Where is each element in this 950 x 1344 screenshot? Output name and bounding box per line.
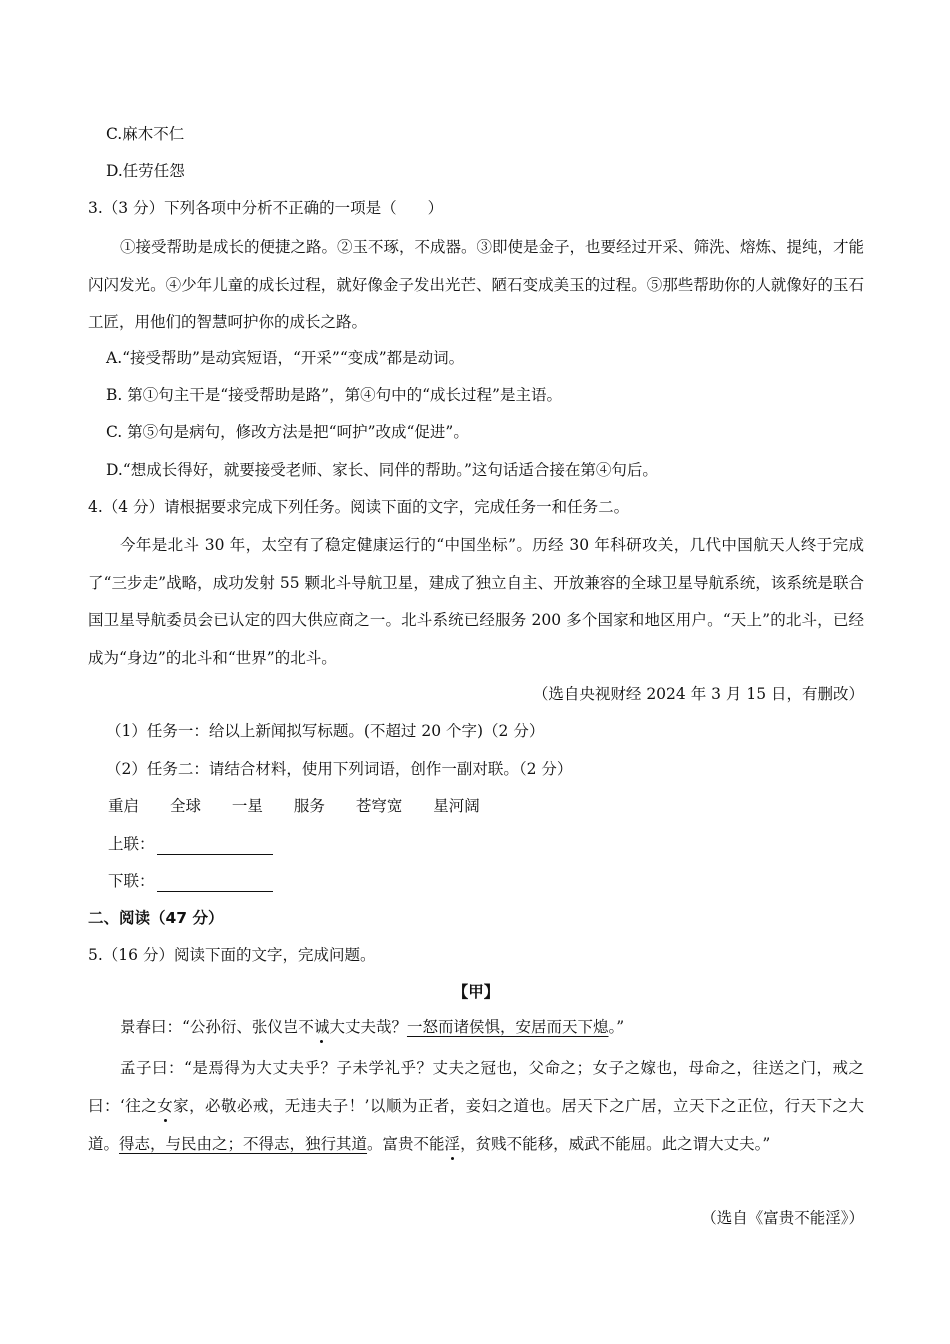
text-segment: 大丈夫哉？ [329, 1018, 407, 1036]
q4-word: 星河阔 [433, 797, 480, 815]
upper-couplet-blank[interactable] [157, 836, 273, 855]
passage-jia-source: （选自《富贵不能淫》） [701, 1209, 864, 1227]
text-segment: 景春曰：“公孙衍、张仪岂不 [120, 1018, 314, 1036]
q4-word: 服务 [293, 797, 325, 815]
q2-option-d: D.任劳任怨 [106, 162, 185, 180]
underlined-sentence: 得志，与民由之；不得志，独行其道 [119, 1135, 368, 1153]
upper-couplet-label: 上联： [108, 835, 155, 853]
text-segment: 。” [608, 1018, 625, 1036]
q4-task2: （2）任务二：请结合材料，使用下列词语，创作一副对联。（2 分） [106, 760, 573, 778]
q2-option-c: C.麻木不仁 [106, 125, 185, 143]
dotted-character: 诚 [313, 1018, 330, 1036]
lower-couplet-blank[interactable] [157, 873, 273, 892]
passage-jia-paragraph-2 [88, 1049, 864, 1163]
q3-option-b: B. 第①句主干是“接受帮助是路”，第④句中的“成长过程”是主语。 [106, 386, 562, 404]
text-segment: 家，必敬必戒，无违夫子！’以顺为正者，妾妇之道也。居天下之广居，立天下之正位，行天下之大道。 [88, 1097, 864, 1153]
q4-source: （选自央视财经 2024 年 3 月 15 日，有删改） [532, 685, 864, 703]
passage-jia-paragraph-1 [120, 1016, 624, 1038]
q3-option-c: C. 第⑤句是病句，修改方法是把“呵护”改成“促进”。 [106, 423, 469, 441]
text-segment: ，贫贱不能移，威武不能屈。此之谓大丈夫。” [460, 1135, 771, 1153]
q4-passage: 今年是北斗 30 年，太空有了稳定健康运行的“中国坐标”。历经 30 年科研攻关，几代中国航天人终于完成了“三步走”战略，成功发射 55 颗北斗导航卫星，建成了独立自主、开放兼容的全球卫星导航系统，该系统是联合国卫星导航委员会已认定的四大供应商之一。北斗系统已经服务 200 多个国家和地区用户。“天上”的北斗，已经成为“身边”的北斗和“世界”的北斗。 [88, 536, 864, 667]
lower-couplet-label: 下联： [108, 872, 155, 890]
q3-option-d: D.“想成长得好，就要接受老师、家长、同伴的帮助。”这句话适合接在第④句后。 [106, 461, 658, 479]
q3-passage: ①接受帮助是成长的便捷之路。②玉不琢，不成器。③即使是金子，也要经过开采、筛洗、熔炼、提纯，才能闪闪发光。④少年儿童的成长过程，就好像金子发出光芒、陋石变成美玉的过程。⑤那些帮助你的人就像好的玉石工匠，用他们的智慧呵护你的成长之路。 [88, 238, 865, 331]
section-2-title: 二、阅读（47 分） [88, 909, 224, 927]
q4-task1: （1）任务一：给以上新闻拟写标题。(不超过 20 个字)（2 分） [106, 722, 545, 740]
q3-stem: 3.（3 分）下列各项中分析不正确的一项是（ ） [88, 199, 444, 217]
q4-word: 全球 [169, 797, 201, 815]
q5-stem: 5.（16 分）阅读下面的文字，完成问题。 [88, 946, 376, 964]
dotted-character: 女 [157, 1097, 174, 1115]
q4-word: 苍穹宽 [355, 797, 403, 815]
dotted-character: 淫 [444, 1135, 461, 1153]
q4-stem: 4.（4 分）请根据要求完成下列任务。阅读下面的文字，完成任务一和任务二。 [88, 498, 630, 516]
q4-word: 一星 [231, 797, 263, 815]
q4-word-list [108, 795, 506, 817]
q4-word: 重启 [108, 797, 140, 815]
q4-upper-couplet [108, 833, 273, 855]
q3-option-a: A.“接受帮助”是动宾短语，“开采”“变成”都是动词。 [106, 349, 465, 367]
underlined-sentence: 一怒而诸侯惧，安居而天下熄 [406, 1018, 609, 1036]
text-segment: 孟子曰：“是焉得为大丈夫乎？子未学礼乎？丈夫之冠也，父命之；女子之嫁也，母命之，往送之门，戒之曰：‘往之 [88, 1059, 864, 1115]
passage-jia-heading: 【甲】 [452, 983, 500, 1001]
text-segment: 。富贵不能 [367, 1135, 445, 1153]
q4-lower-couplet [108, 870, 273, 892]
